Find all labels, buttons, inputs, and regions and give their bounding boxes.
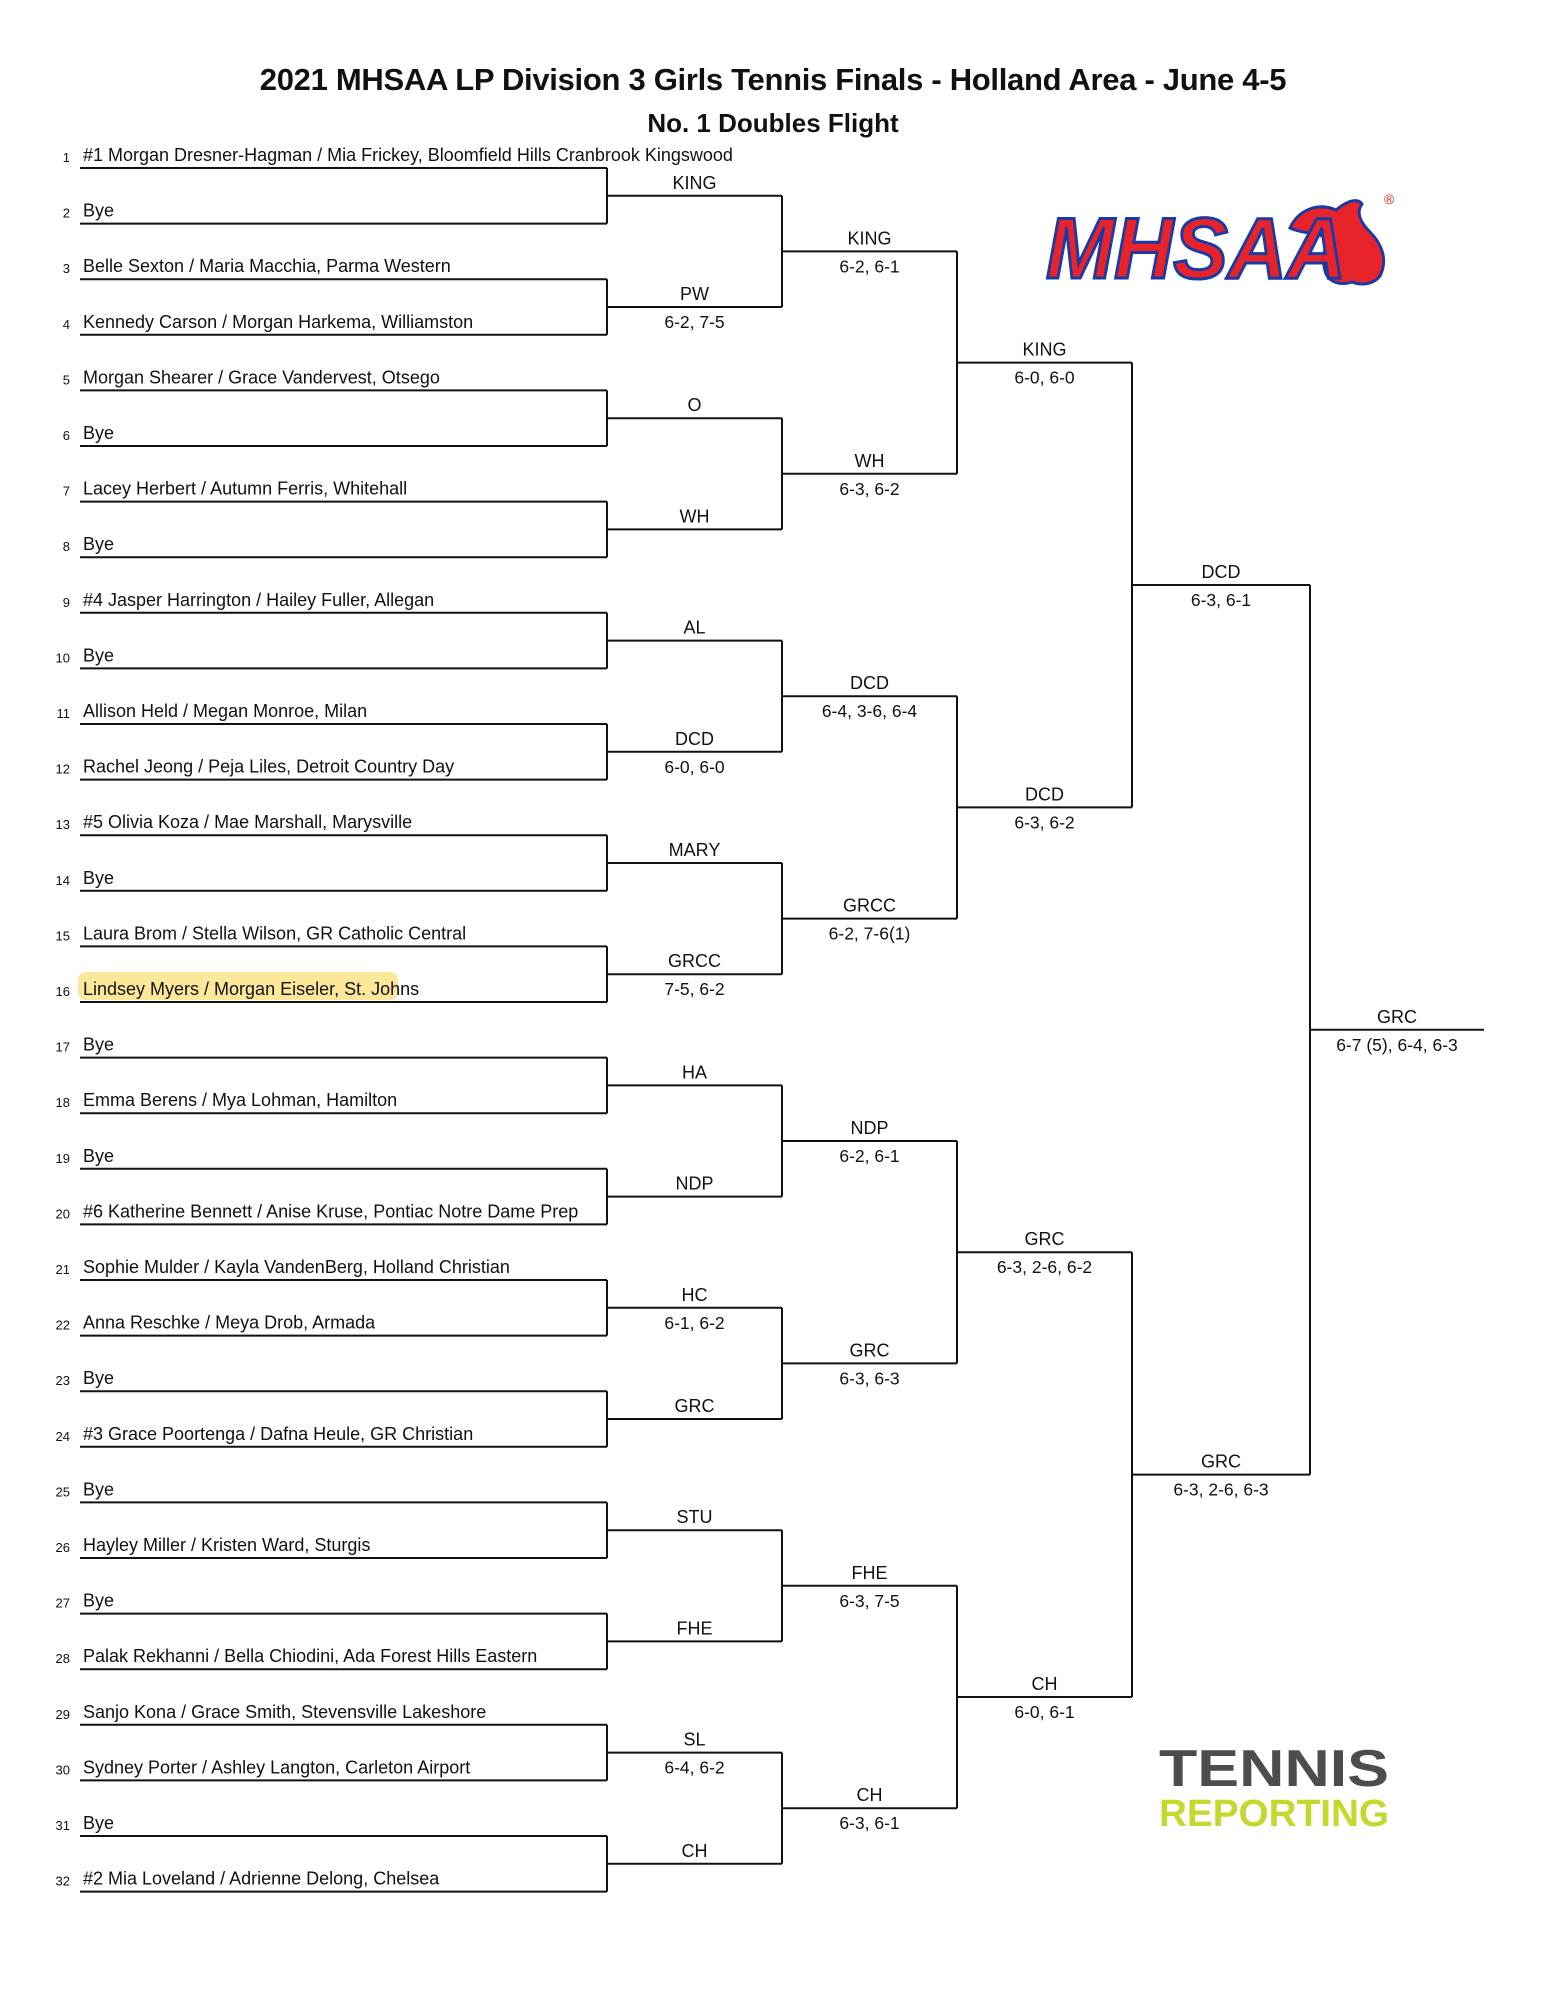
entry-name: Bye (83, 1590, 115, 1611)
match-score: 6-4, 3-6, 6-4 (821, 701, 918, 722)
entry-name: #2 Mia Loveland / Adrienne Delong, Chelsea (83, 1868, 440, 1889)
mhsaa-wordmark: MHSAA (1046, 201, 1346, 297)
match-winner-code: GRCC (668, 951, 721, 972)
match-winner-code: DCD (1201, 562, 1241, 582)
match-score: 6-3, 6-1 (1190, 590, 1252, 610)
registered-mark: ® (1384, 191, 1395, 207)
match-score: 7-5, 6-2 (664, 979, 725, 1000)
page-subtitle: No. 1 Doubles Flight (647, 108, 899, 138)
entry-seed-number: 31 (55, 1818, 70, 1833)
match-winner-code: FHE (676, 1618, 713, 1639)
entry-name: Rachel Jeong / Peja Liles, Detroit Country Day (83, 756, 455, 777)
entry-seed-number: 23 (55, 1373, 70, 1389)
entry-name: Lindsey Myers / Morgan Eiseler, St. Johns (83, 979, 420, 999)
match-winner-code: HA (681, 1062, 708, 1083)
entry-seed-number: 11 (56, 706, 70, 721)
page-title: 2021 MHSAA LP Division 3 Girls Tennis Finals - Holland Area - June 4-5 (259, 62, 1287, 97)
entry-seed-number: 14 (55, 872, 70, 888)
match-winner-code: DCD (850, 673, 889, 694)
match-winner-code: KING (672, 172, 717, 193)
entry-name: Bye (83, 1145, 115, 1166)
match-winner-code: MARY (668, 840, 721, 860)
match-score: 6-2, 7-5 (664, 312, 725, 332)
match-winner-code: GRC (674, 1396, 715, 1416)
entry-name: Bye (83, 867, 115, 888)
match-score: 6-3, 6-1 (839, 1813, 900, 1834)
entry-seed-number: 7 (62, 483, 70, 499)
entry-name: Belle Sexton / Maria Macchia, Parma Western (83, 256, 451, 277)
match-score: 6-7 (5), 6-4, 6-3 (1336, 1034, 1458, 1055)
entry-name: Bye (83, 423, 115, 443)
match-score: 6-3, 6-2 (839, 478, 900, 499)
entry-name: Bye (83, 200, 115, 221)
entry-name: Sydney Porter / Ashley Langton, Carleton Airport (83, 1757, 471, 1778)
match-winner-code: NDP (850, 1118, 889, 1138)
match-winner-code: GRC (849, 1340, 890, 1361)
match-winner-code: GRC (1024, 1229, 1065, 1250)
match-winner-code: GRCC (843, 895, 896, 916)
match-score: 6-0, 6-0 (1014, 367, 1075, 388)
tennis-reporting-logo (1155, 1740, 1395, 1840)
entry-seed-number: 29 (55, 1706, 70, 1722)
entry-seed-number: 21 (55, 1262, 70, 1277)
match-winner-code: O (687, 395, 702, 416)
entry-seed-number: 25 (55, 1484, 70, 1500)
entry-name: Morgan Shearer / Grace Vandervest, Otsego (83, 367, 440, 388)
tennis-wordmark: TENNIS (1159, 1740, 1389, 1798)
match-winner-code: PW (680, 284, 709, 304)
entry-name: Hayley Miller / Kristen Ward, Sturgis (83, 1535, 371, 1555)
match-winner-code: NDP (675, 1173, 714, 1194)
match-score: 6-3, 2-6, 6-2 (996, 1257, 1093, 1278)
match-score: 6-3, 6-3 (839, 1368, 900, 1389)
match-winner-code: CH (681, 1840, 708, 1861)
entry-seed-number: 6 (62, 428, 70, 443)
match-score: 6-2, 6-1 (839, 1146, 900, 1166)
match-winner-code: WH (679, 506, 710, 527)
entry-seed-number: 18 (55, 1095, 70, 1111)
entry-seed-number: 26 (55, 1540, 70, 1555)
match-winner-code: CH (1031, 1674, 1058, 1694)
entry-seed-number: 10 (55, 650, 70, 666)
reporting-wordmark: REPORTING (1159, 1793, 1389, 1835)
match-winner-code: WH (854, 450, 885, 471)
entry-name: #6 Katherine Bennett / Anise Kruse, Pontiac Notre Dame Prep (83, 1201, 579, 1222)
entry-name: Bye (83, 534, 115, 555)
entry-seed-number: 3 (62, 261, 70, 277)
entry-name: Palak Rekhanni / Bella Chiodini, Ada Forest Hills Eastern (83, 1646, 538, 1667)
entry-seed-number: 17 (55, 1039, 70, 1055)
match-score: 6-2, 7-6(1) (828, 923, 911, 944)
entry-seed-number: 32 (55, 1873, 70, 1889)
match-winner-code: HC (681, 1284, 708, 1305)
entry-seed-number: 9 (62, 594, 70, 610)
entry-seed-number: 19 (55, 1150, 70, 1166)
match-winner-code: GRC (1201, 1451, 1241, 1472)
match-winner-code: CH (856, 1785, 883, 1806)
entry-seed-number: 12 (55, 761, 70, 777)
entry-name: Laura Brom / Stella Wilson, GR Catholic Central (83, 923, 467, 944)
entry-seed-number: 30 (55, 1762, 70, 1778)
match-score: 6-0, 6-1 (1014, 1702, 1075, 1722)
entry-seed-number: 20 (55, 1206, 70, 1222)
match-score: 6-1, 6-2 (664, 1312, 725, 1333)
match-winner-code: SL (683, 1729, 706, 1750)
entry-name: #4 Jasper Harrington / Hailey Fuller, Allegan (83, 589, 435, 610)
match-winner-code: KING (847, 228, 892, 249)
entry-name: Bye (83, 1813, 115, 1833)
entry-seed-number: 8 (62, 539, 70, 555)
entry-name: Lacey Herbert / Autumn Ferris, Whitehall (83, 478, 408, 499)
entry-seed-number: 13 (55, 817, 70, 833)
match-winner-code: GRC (1377, 1006, 1417, 1027)
mhsaa-logo (1040, 170, 1410, 300)
entry-seed-number: 22 (55, 1317, 70, 1333)
entry-name: Bye (83, 645, 115, 666)
entry-name: Bye (83, 1479, 115, 1500)
entry-name: #3 Grace Poortenga / Dafna Heule, GR Christian (83, 1423, 474, 1444)
entry-name: Sophie Mulder / Kayla VandenBerg, Holland Christian (83, 1257, 510, 1277)
entry-seed-number: 24 (55, 1428, 70, 1444)
match-score: 6-3, 6-2 (1014, 812, 1075, 833)
entry-name: Bye (83, 1034, 115, 1055)
match-score: 6-0, 6-0 (664, 756, 725, 777)
match-score: 6-3, 7-5 (839, 1590, 900, 1611)
match-winner-code: DCD (1025, 784, 1064, 805)
entry-name: Anna Reschke / Meya Drob, Armada (83, 1312, 376, 1333)
entry-name: Sanjo Kona / Grace Smith, Stevensville Lakeshore (83, 1701, 487, 1722)
entry-seed-number: 5 (62, 372, 70, 388)
entry-name: #1 Morgan Dresner-Hagman / Mia Frickey, Bloomfield Hills Cranbrook Kingswood (83, 145, 733, 165)
entry-name: Kennedy Carson / Morgan Harkema, Williamston (83, 311, 474, 332)
match-winner-code: STU (676, 1507, 713, 1528)
match-winner-code: AL (683, 617, 706, 638)
entry-name: #5 Olivia Koza / Mae Marshall, Marysville (83, 812, 413, 833)
match-winner-code: FHE (851, 1562, 888, 1583)
match-score: 6-2, 6-1 (839, 256, 900, 277)
entry-seed-number: 15 (55, 928, 70, 944)
entry-name: Emma Berens / Mya Lohman, Hamilton (83, 1090, 398, 1111)
match-winner-code: DCD (675, 728, 714, 749)
entry-seed-number: 2 (62, 205, 70, 221)
match-winner-code: KING (1022, 339, 1067, 360)
match-score: 6-4, 6-2 (664, 1757, 725, 1778)
entry-seed-number: 16 (55, 984, 70, 999)
entry-seed-number: 4 (62, 316, 70, 332)
match-score: 6-3, 2-6, 6-3 (1173, 1479, 1269, 1500)
entry-name: Bye (83, 1368, 115, 1389)
entry-seed-number: 28 (55, 1651, 70, 1667)
entry-seed-number: 1 (62, 150, 70, 165)
entry-name: Allison Held / Megan Monroe, Milan (83, 701, 368, 721)
entry-seed-number: 27 (55, 1595, 70, 1611)
